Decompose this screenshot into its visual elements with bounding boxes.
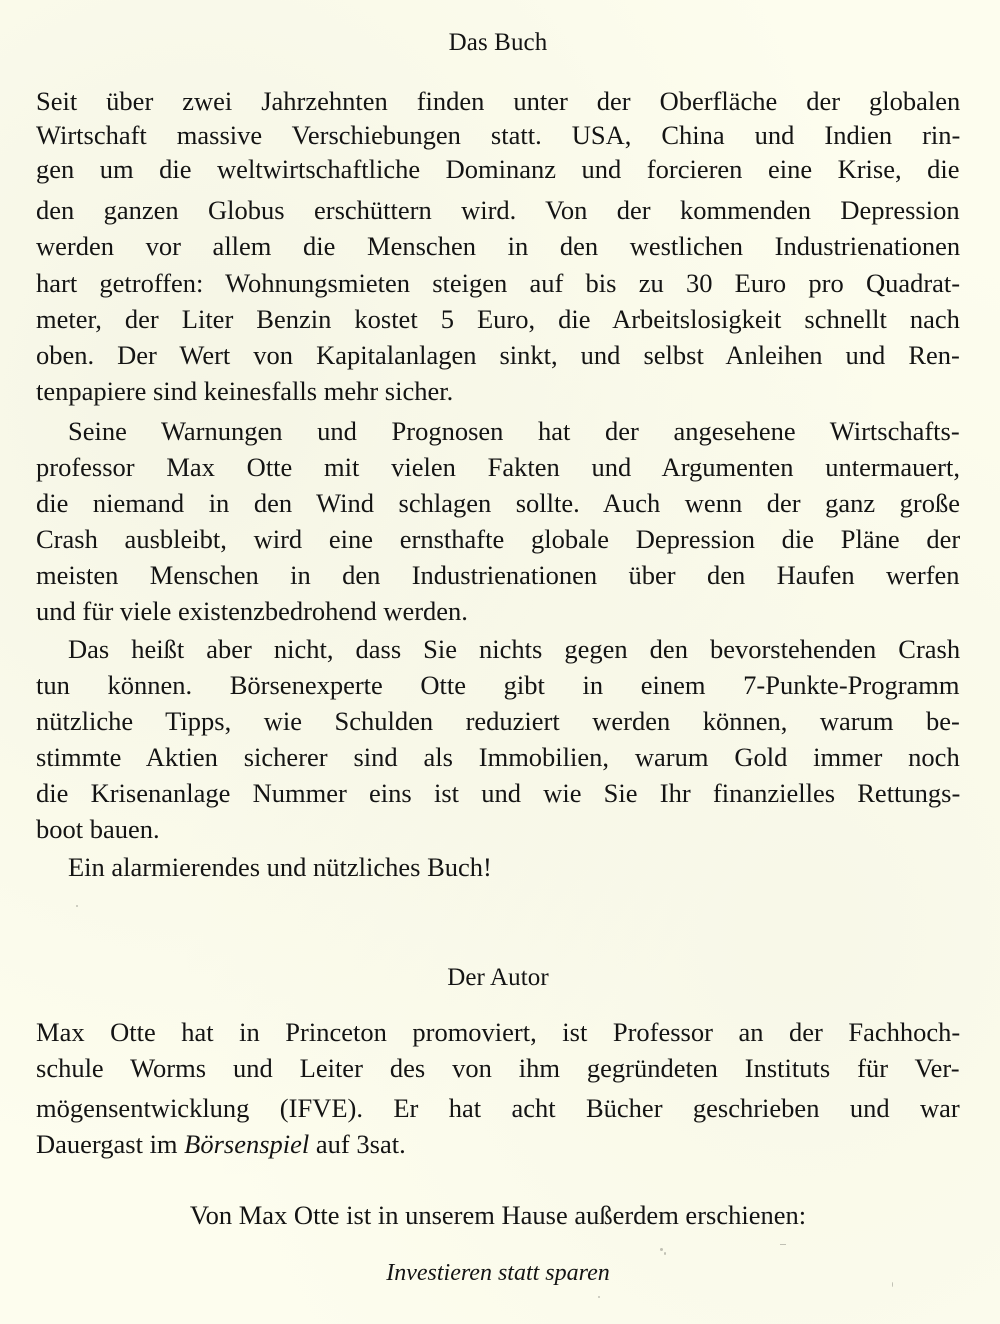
- text-line: und für viele existenzbedrohend werden.: [36, 596, 468, 626]
- text-line: den ganzen Globus erschüttern wird. Von der kommenden Depression: [36, 195, 960, 225]
- text-line: schule Worms und Leiter des von ihm gegründeten Instituts für Ver-: [36, 1053, 960, 1083]
- text-line: boot bauen.: [36, 814, 160, 844]
- text-line: oben. Der Wert von Kapitalanlagen sinkt, und selbst Anleihen und Ren-: [36, 340, 960, 370]
- text-line: Max Otte hat in Princeton promoviert, ist Professor an der Fachhoch-: [36, 1017, 961, 1047]
- scan-speck: [76, 905, 78, 907]
- show-title: Börsenspiel: [184, 1129, 310, 1159]
- text-line: nützliche Tipps, wie Schulden reduziert werden können, warum be-: [36, 706, 960, 736]
- scan-speck: [660, 1248, 663, 1251]
- also-published-title: Investieren statt sparen: [386, 1260, 610, 1286]
- text-line: Wirtschaft massive Verschiebungen statt. USA, China und Indien rin-: [36, 120, 961, 150]
- text-segment: auf 3sat.: [309, 1129, 406, 1159]
- scan-speck: [664, 1252, 666, 1255]
- text-line: die Krisenanlage Nummer eins ist und wie Sie Ihr finanzielles Rettungs-: [36, 778, 961, 808]
- closing-line: Ein alarmierendes und nützliches Buch!: [68, 852, 492, 882]
- text-line: Seit über zwei Jahrzehnten finden unter der Oberfläche der globalen: [36, 86, 961, 116]
- text-line: meisten Menschen in den Industrienationen über den Haufen werfen: [36, 560, 960, 590]
- text-line: gen um die weltwirtschaftliche Dominanz und forcieren eine Krise, die: [36, 154, 960, 184]
- text-line: werden vor allem die Menschen in den westlichen Industrienationen: [36, 231, 961, 261]
- text-line: Seine Warnungen und Prognosen hat der angesehene Wirtschafts-: [68, 416, 960, 446]
- scan-speck: [780, 1244, 786, 1245]
- text-line: tun können. Börsenexperte Otte gibt in einem 7-Punkte-Programm: [36, 670, 960, 700]
- text-line: [36, 1127, 960, 1161]
- also-published-intro: Von Max Otte ist in unserem Hause außerdem erschienen:: [189, 1200, 807, 1230]
- text-segment: Dauergast im: [36, 1129, 185, 1159]
- text-line: mögensentwicklung (IFVE). Er hat acht Bücher geschrieben und war: [36, 1093, 960, 1123]
- text-line: die niemand in den Wind schlagen sollte. Auch wenn der ganz große: [36, 488, 960, 518]
- section-heading-author: Der Autor: [447, 964, 549, 991]
- section-heading-book: Das Buch: [448, 29, 548, 56]
- text-line: meter, der Liter Benzin kostet 5 Euro, die Arbeitslosigkeit schnellt nach: [36, 304, 960, 334]
- text-line: Das heißt aber nicht, dass Sie nichts gegen den bevorstehenden Crash: [68, 634, 961, 664]
- scan-speck: [892, 1282, 893, 1287]
- text-line: professor Max Otte mit vielen Fakten und Argumenten untermauert,: [36, 452, 960, 482]
- scan-speck: [598, 1296, 600, 1298]
- text-line: tenpapiere sind keinesfalls mehr sicher.: [36, 376, 454, 406]
- text-line: Crash ausbleibt, wird eine ernsthafte globale Depression die Pläne der: [36, 524, 961, 554]
- text-line: stimmte Aktien sicherer sind als Immobilien, warum Gold immer noch: [36, 742, 960, 772]
- text-line: hart getroffen: Wohnungsmieten steigen auf bis zu 30 Euro pro Quadrat-: [36, 268, 961, 298]
